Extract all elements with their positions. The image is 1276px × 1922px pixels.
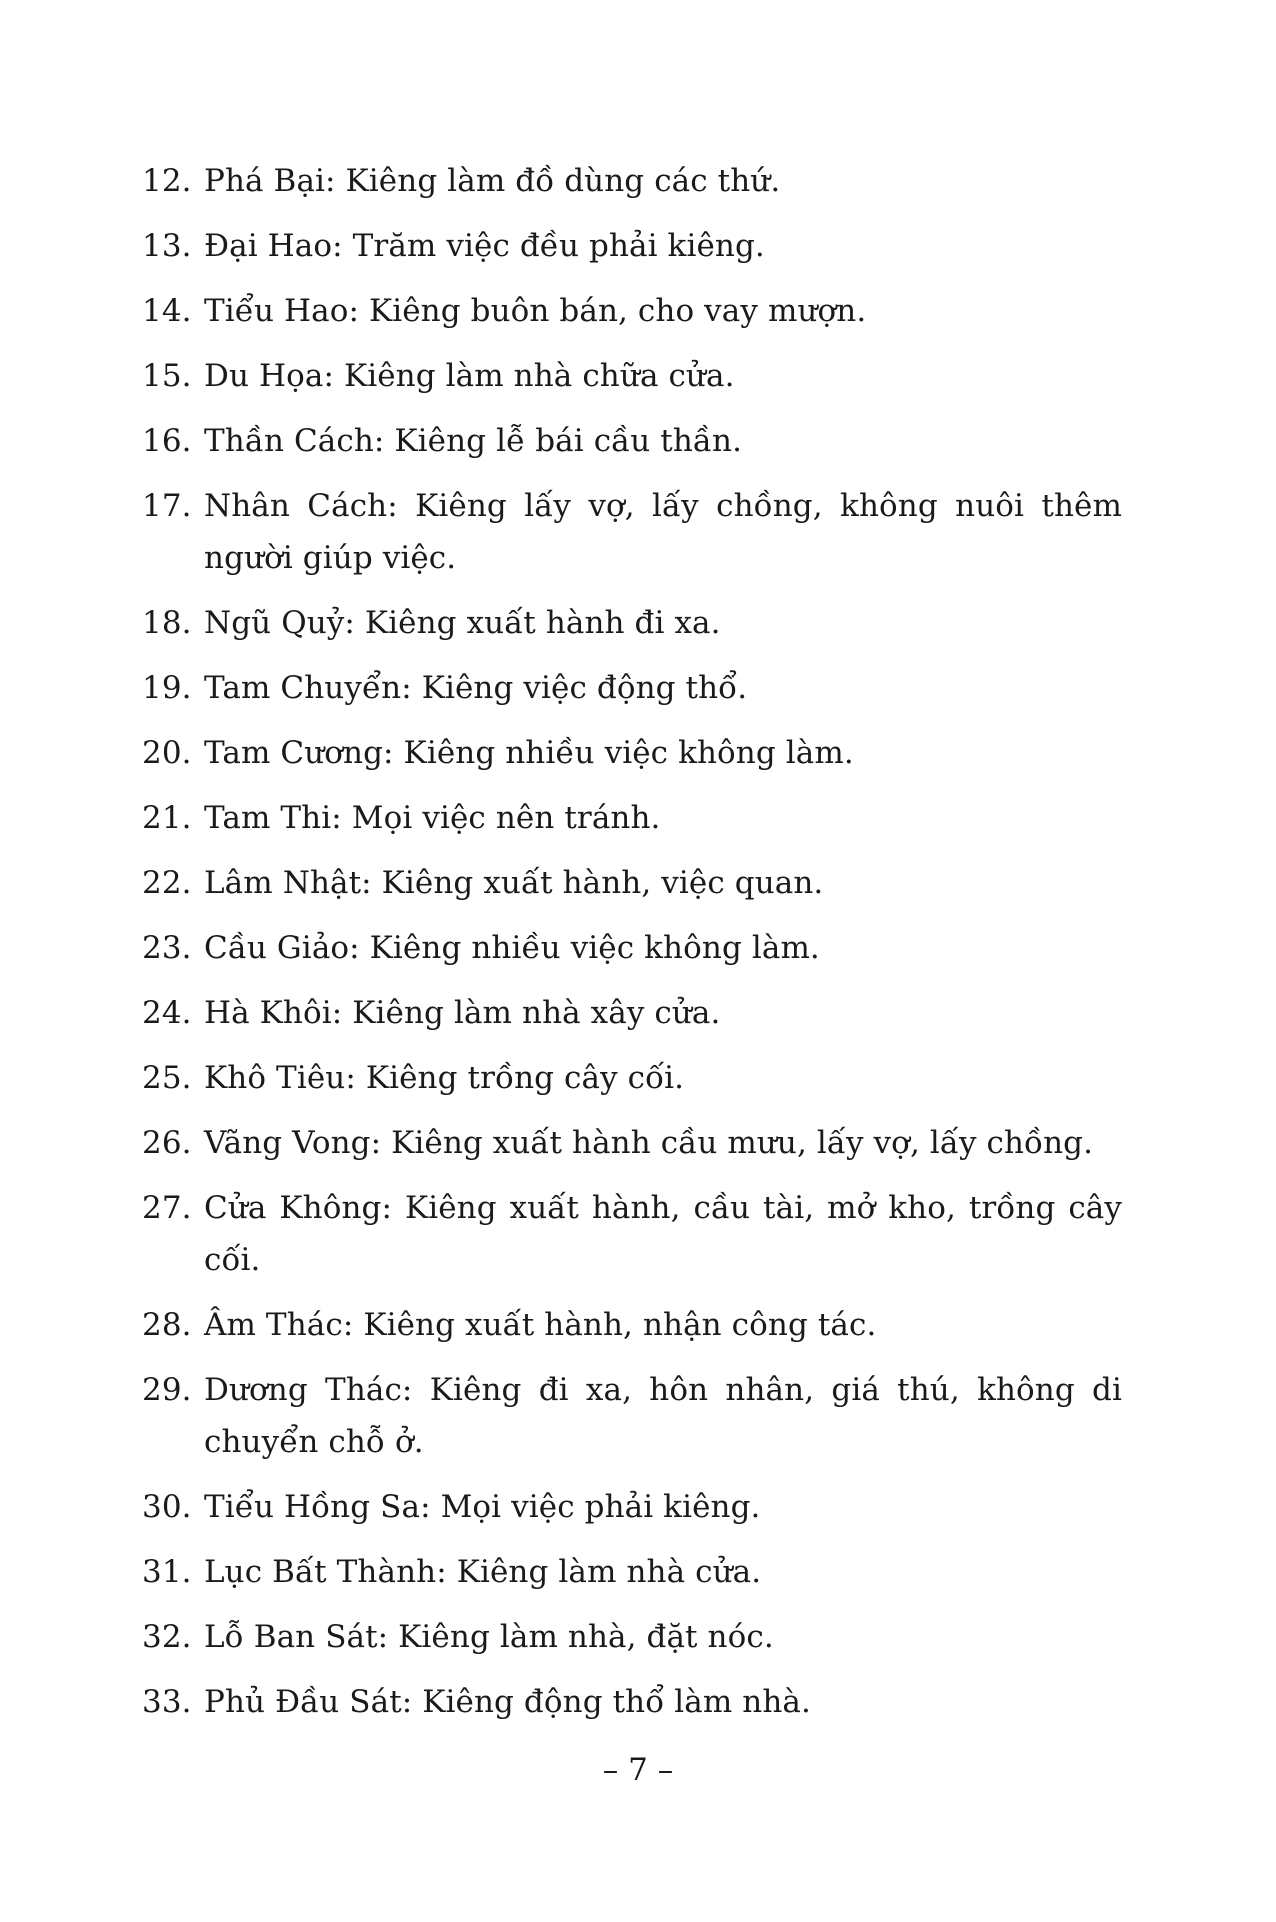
item-text: Tam Cương: Kiêng nhiều việc không làm. bbox=[204, 735, 854, 771]
list-item bbox=[142, 220, 1122, 272]
item-number: 14. bbox=[142, 293, 192, 329]
list-item bbox=[142, 1676, 1122, 1728]
list-item bbox=[142, 922, 1122, 974]
item-number: 16. bbox=[142, 423, 192, 459]
list-item bbox=[142, 597, 1122, 649]
list-item bbox=[142, 987, 1122, 1039]
item-text: Vãng Vong: Kiêng xuất hành cầu mưu, lấy vợ, lấy chồng. bbox=[204, 1125, 1094, 1161]
list-item bbox=[142, 1546, 1122, 1598]
list-item bbox=[142, 727, 1122, 779]
item-text: Tam Chuyển: Kiêng việc động thổ. bbox=[204, 670, 748, 706]
item-number: 19. bbox=[142, 670, 192, 706]
item-text: Du Họa: Kiêng làm nhà chữa cửa. bbox=[204, 358, 735, 394]
item-text: Lỗ Ban Sát: Kiêng làm nhà, đặt nóc. bbox=[204, 1619, 774, 1655]
item-text: Thần Cách: Kiêng lễ bái cầu thần. bbox=[204, 423, 743, 459]
item-text: Cửa Không: Kiêng xuất hành, cầu tài, mở kho, trồng cây cối. bbox=[204, 1190, 1122, 1278]
list-item bbox=[142, 1182, 1122, 1286]
item-text: Tam Thi: Mọi việc nên tránh. bbox=[204, 800, 661, 836]
list-item bbox=[142, 792, 1122, 844]
list-item bbox=[142, 1299, 1122, 1351]
item-number: 12. bbox=[142, 163, 192, 199]
list-item bbox=[142, 155, 1122, 207]
item-number: 26. bbox=[142, 1125, 192, 1161]
list-item bbox=[142, 480, 1122, 584]
item-number: 33. bbox=[142, 1684, 192, 1720]
item-text: Khô Tiêu: Kiêng trồng cây cối. bbox=[204, 1060, 685, 1096]
list-item bbox=[142, 350, 1122, 402]
item-number: 24. bbox=[142, 995, 192, 1031]
item-number: 13. bbox=[142, 228, 192, 264]
item-text: Lục Bất Thành: Kiêng làm nhà cửa. bbox=[204, 1554, 762, 1590]
list-item bbox=[142, 857, 1122, 909]
item-number: 21. bbox=[142, 800, 192, 836]
list-item bbox=[142, 1052, 1122, 1104]
item-number: 27. bbox=[142, 1190, 192, 1226]
item-number: 28. bbox=[142, 1307, 192, 1343]
item-text: Phủ Đầu Sát: Kiêng động thổ làm nhà. bbox=[204, 1684, 811, 1720]
item-text: Tiểu Hồng Sa: Mọi việc phải kiêng. bbox=[204, 1489, 761, 1525]
item-text: Nhân Cách: Kiêng lấy vợ, lấy chồng, không nuôi thêm người giúp việc. bbox=[204, 488, 1122, 576]
item-number: 31. bbox=[142, 1554, 192, 1590]
item-text: Lâm Nhật: Kiêng xuất hành, việc quan. bbox=[204, 865, 824, 901]
item-text: Phá Bại: Kiêng làm đồ dùng các thứ. bbox=[204, 163, 781, 199]
list-item bbox=[142, 1117, 1122, 1169]
item-text: Ngũ Quỷ: Kiêng xuất hành đi xa. bbox=[204, 605, 721, 641]
item-text: Đại Hao: Trăm việc đều phải kiêng. bbox=[204, 228, 765, 264]
item-text: Cầu Giảo: Kiêng nhiều việc không làm. bbox=[204, 930, 820, 966]
item-text: Âm Thác: Kiêng xuất hành, nhận công tác. bbox=[204, 1307, 877, 1343]
item-number: 17. bbox=[142, 488, 192, 524]
list-item bbox=[142, 415, 1122, 467]
item-number: 30. bbox=[142, 1489, 192, 1525]
item-number: 15. bbox=[142, 358, 192, 394]
page-number: – 7 – bbox=[602, 1752, 674, 1788]
item-number: 25. bbox=[142, 1060, 192, 1096]
item-text: Dương Thác: Kiêng đi xa, hôn nhân, giá thú, không di chuyển chỗ ở. bbox=[204, 1372, 1122, 1460]
item-number: 23. bbox=[142, 930, 192, 966]
taboo-list bbox=[142, 155, 1122, 1741]
item-text: Tiểu Hao: Kiêng buôn bán, cho vay mượn. bbox=[204, 293, 867, 329]
list-item bbox=[142, 662, 1122, 714]
item-text: Hà Khôi: Kiêng làm nhà xây cửa. bbox=[204, 995, 721, 1031]
list-item bbox=[142, 1611, 1122, 1663]
item-number: 29. bbox=[142, 1372, 192, 1408]
item-number: 32. bbox=[142, 1619, 192, 1655]
item-number: 20. bbox=[142, 735, 192, 771]
item-number: 18. bbox=[142, 605, 192, 641]
list-item bbox=[142, 1364, 1122, 1468]
list-item bbox=[142, 1481, 1122, 1533]
item-number: 22. bbox=[142, 865, 192, 901]
list-item bbox=[142, 285, 1122, 337]
